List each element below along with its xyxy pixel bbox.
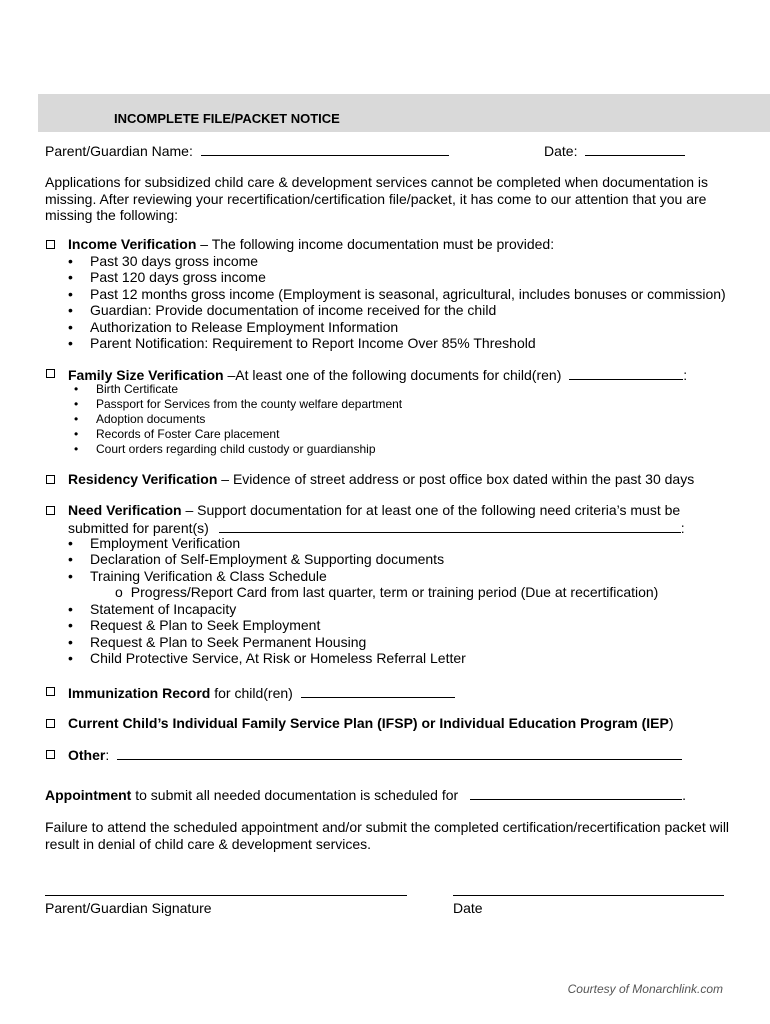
header-band xyxy=(38,94,770,132)
other-title: Other xyxy=(68,747,106,763)
list-item: • Past 30 days gross income xyxy=(90,253,726,269)
list-item: • Past 12 months gross income (Employment is seasonal, agricultural, includes bonuses or commission) xyxy=(90,286,726,302)
other-colon: : xyxy=(105,747,110,763)
immunization-checkbox[interactable] xyxy=(46,687,55,696)
ifsp-heading xyxy=(68,715,674,732)
need-list-b xyxy=(90,601,466,667)
list-item: • Past 120 days gross income xyxy=(90,269,726,285)
need-sub-item xyxy=(115,584,658,600)
failure-paragraph: Failure to attend the scheduled appointment and/or submit the completed certification/recertification packet will result in denial of child care & development services. xyxy=(45,819,730,852)
residency-title: Residency Verification xyxy=(68,471,218,487)
need-parent-row: submitted for parent(s) : xyxy=(68,520,685,536)
intro-paragraph: Applications for subsidized child care & development services cannot be completed when documentation is missing. After reviewing your recertification/certification file/packet, it has come to our attention that you are missing the following: xyxy=(45,174,709,223)
need-heading xyxy=(68,502,680,519)
family-title: Family Size Verification xyxy=(68,367,224,383)
need-parent-field[interactable] xyxy=(219,519,681,533)
residency-heading xyxy=(68,471,694,488)
need-desc: – Support documentation for at least one of the following need criteria’s must be xyxy=(181,502,681,518)
appointment-end: . xyxy=(682,787,686,803)
income-desc: – The following income documentation must be provided: xyxy=(196,236,555,252)
ifsp-close: ) xyxy=(668,715,674,731)
parent-name-label: Parent/Guardian Name: xyxy=(45,143,193,159)
sub-marker: o xyxy=(115,584,123,600)
sub-item-text: Progress/Report Card from last quarter, term or training period (Due at recertification) xyxy=(130,584,659,600)
date-field[interactable] xyxy=(585,142,685,156)
other-checkbox[interactable] xyxy=(46,750,55,759)
immunization-heading xyxy=(68,684,455,702)
list-item: • Passport for Services from the county welfare department xyxy=(96,397,402,412)
list-item: • Child Protective Service, At Risk or Homeless Referral Letter xyxy=(90,650,466,666)
list-item: • Adoption documents xyxy=(96,412,402,427)
list-item: • Court orders regarding child custody or guardianship xyxy=(96,442,402,457)
parent-name-row xyxy=(45,142,449,160)
need-title: Need Verification xyxy=(68,502,182,518)
ifsp-checkbox[interactable] xyxy=(46,719,55,728)
immunization-desc: for child(ren) xyxy=(210,685,293,701)
page-title: INCOMPLETE FILE/PACKET NOTICE xyxy=(114,111,340,126)
income-checkbox[interactable] xyxy=(46,240,55,249)
need-parent-label: submitted for parent(s) xyxy=(68,520,209,536)
immunization-field[interactable] xyxy=(301,684,455,698)
list-item: • Statement of Incapacity xyxy=(90,601,466,617)
family-checkbox[interactable] xyxy=(46,369,55,378)
list-item: • Birth Certificate xyxy=(96,382,402,397)
signature-date-label: Date xyxy=(453,900,483,916)
list-item: • Parent Notification: Requirement to Report Income Over 85% Threshold xyxy=(90,335,726,351)
residency-checkbox[interactable] xyxy=(46,475,55,484)
list-item: • Declaration of Self-Employment & Supporting documents xyxy=(90,551,444,567)
parent-name-field[interactable] xyxy=(201,142,449,156)
list-item: • Training Verification & Class Schedule xyxy=(90,568,444,584)
need-checkbox[interactable] xyxy=(46,506,55,515)
other-heading xyxy=(68,746,682,764)
list-item: • Request & Plan to Seek Employment xyxy=(90,617,466,633)
appointment-desc: to submit all needed documentation is scheduled for xyxy=(131,787,459,803)
appointment-title: Appointment xyxy=(45,787,132,803)
income-heading xyxy=(68,236,554,253)
family-children-field[interactable] xyxy=(569,366,683,380)
list-item: • Guardian: Provide documentation of income received for the child xyxy=(90,302,726,318)
list-item: • Authorization to Release Employment Information xyxy=(90,319,726,335)
date-label: Date: xyxy=(544,143,578,159)
family-desc: –At least one of the following documents for child(ren) xyxy=(223,367,562,383)
list-item: • Request & Plan to Seek Permanent Housing xyxy=(90,634,466,650)
other-field[interactable] xyxy=(117,746,682,760)
immunization-title: Immunization Record xyxy=(68,685,211,701)
family-list xyxy=(96,382,402,457)
appointment-field[interactable] xyxy=(470,786,682,800)
income-title: Income Verification xyxy=(68,236,197,252)
signature-label: Parent/Guardian Signature xyxy=(45,900,212,916)
list-item: • Records of Foster Care placement xyxy=(96,427,402,442)
income-list xyxy=(90,253,726,351)
date-row xyxy=(544,142,685,160)
footer-credit: Courtesy of Monarchlink.com xyxy=(567,982,723,996)
signature-line[interactable] xyxy=(45,895,407,896)
signature-date-line[interactable] xyxy=(453,895,724,896)
need-list-a xyxy=(90,535,444,584)
ifsp-title: Current Child’s Individual Family Service Plan (IFSP) or Individual Education Program (IEP xyxy=(68,715,669,731)
appointment-row xyxy=(45,786,686,804)
residency-desc: – Evidence of street address or post office box dated within the past 30 days xyxy=(217,471,695,487)
family-heading: Family Size Verification –At least one of the following documents for child(ren) : xyxy=(68,367,688,383)
list-item: • Employment Verification xyxy=(90,535,444,551)
